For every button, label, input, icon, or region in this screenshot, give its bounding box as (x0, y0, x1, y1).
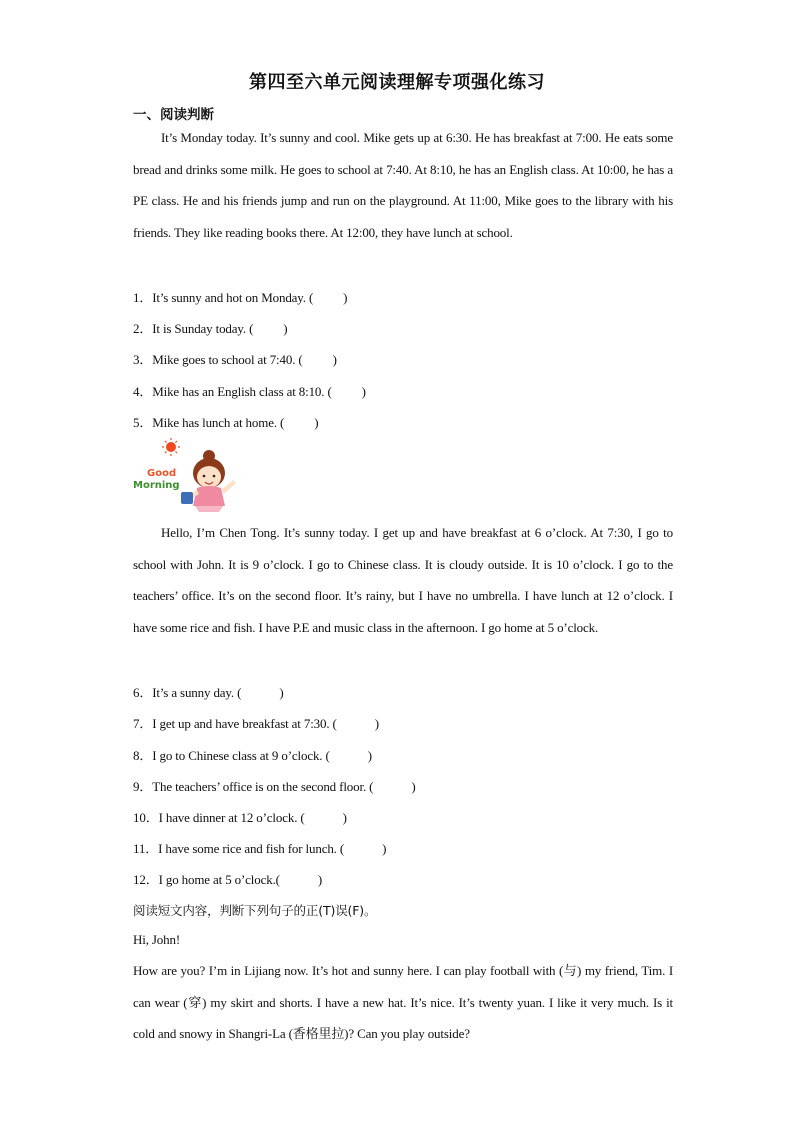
answer-close: ) (279, 685, 284, 700)
question-text: The teachers’ office is on the second floor. ( (152, 779, 374, 794)
question-text: It is Sunday today. ( (152, 321, 254, 336)
question-text: Mike goes to school at 7:40. ( (152, 352, 303, 367)
passage-2: Hello, I’m Chen Tong. It’s sunny today. I get up and have breakfast at 6 o’clock. At 7:30, I go to school with John. It is 9 o’clock. I go to Chinese class. It is cloudy outside. It is 10 o’clock. I go to the teachers’ office. It’s on the second floor. It’s rainy, but I have no umbrella. I have lunch at 12 o’clock. I have some rice and fish. I have P.E and music class in the afternoon. I go home at 5 o’clock. (133, 525, 673, 635)
answer-close: ) (367, 748, 372, 763)
letter-greeting: Hi, John! (133, 932, 181, 947)
question-6 (133, 682, 284, 701)
question-3 (133, 349, 337, 368)
question-2 (133, 318, 287, 337)
answer-close: ) (314, 415, 319, 430)
question-4 (133, 381, 366, 400)
question-text: I get up and have breakfast at 7:30. ( (152, 716, 337, 731)
question-number: 5． (133, 415, 153, 430)
question-1 (133, 287, 347, 306)
question-text: Mike has lunch at home. ( (152, 415, 285, 430)
question-number: 11． (133, 841, 159, 856)
answer-close: ) (374, 716, 379, 731)
question-number: 10． (133, 810, 159, 825)
answer-close: ) (342, 810, 347, 825)
question-text: Mike has an English class at 8:10. ( (152, 384, 332, 399)
answer-close: ) (332, 352, 337, 367)
answer-close: ) (317, 872, 323, 887)
question-number: 2． (133, 321, 153, 336)
question-text: I have dinner at 12 o’clock. ( (158, 810, 305, 825)
passage-1: It’s Monday today. It’s sunny and cool. Mike gets up at 6:30. He has breakfast at 7:00. He eats some bread and drinks some milk. He goes to school at 7:40. At 8:10, he has an English class. At 10:00, he has a PE class. He and his friends jump and run on the playground. At 11:00, Mike goes to the library with his friends. They like reading books there. At 12:00, they have lunch at school. (133, 130, 673, 240)
question-text: It’s sunny and hot on Monday. ( (152, 290, 314, 305)
letter-body: How are you? I’m in Lijiang now. It’s hot and sunny here. I can play football with (与) my friend, Tim. I can wear (穿) my skirt and shorts. I have a new hat. It’s nice. It’s twenty yuan. I like it very much. Is it cold and snowy in Shangri-La (香格里拉)? Can you play outside? (133, 963, 673, 1041)
question-number: 8． (133, 748, 153, 763)
question-7 (133, 713, 379, 732)
question-5 (133, 412, 318, 431)
answer-close: ) (343, 290, 348, 305)
question-text: I go to Chinese class at 9 o’clock. ( (152, 748, 330, 763)
question-number: 6． (133, 685, 153, 700)
question-number: 7． (133, 716, 153, 731)
sun-icon (162, 438, 180, 456)
girl-figure (181, 450, 236, 512)
question-text: I have some rice and fish for lunch. ( (158, 841, 345, 856)
question-number: 3． (133, 352, 153, 367)
question-number: 9． (133, 779, 153, 794)
instruction-true-false: 阅读短文内容，判断下列句子的正(T)误(F)。 (133, 903, 377, 918)
answer-close: ) (361, 384, 366, 399)
answer-close: ) (283, 321, 288, 336)
good-morning-girl-illustration (133, 436, 241, 514)
question-11 (133, 838, 386, 857)
question-number: 12． (133, 872, 159, 887)
question-8 (133, 745, 372, 764)
good-word: Good (147, 468, 177, 479)
question-number: 4． (133, 384, 153, 399)
morning-word: Morning (133, 480, 180, 491)
question-text: It’s a sunny day. ( (152, 685, 242, 700)
section-heading-reading-judgement: 一、阅读判断 (133, 107, 214, 123)
page-title: 第四至六单元阅读理解专项强化练习 (249, 72, 545, 93)
answer-close: ) (382, 841, 387, 856)
answer-close: ) (411, 779, 416, 794)
question-10 (133, 807, 347, 826)
question-9 (133, 776, 416, 795)
question-number: 1． (133, 290, 153, 305)
question-12 (133, 869, 322, 888)
question-text: I go home at 5 o’clock.( (158, 872, 280, 887)
